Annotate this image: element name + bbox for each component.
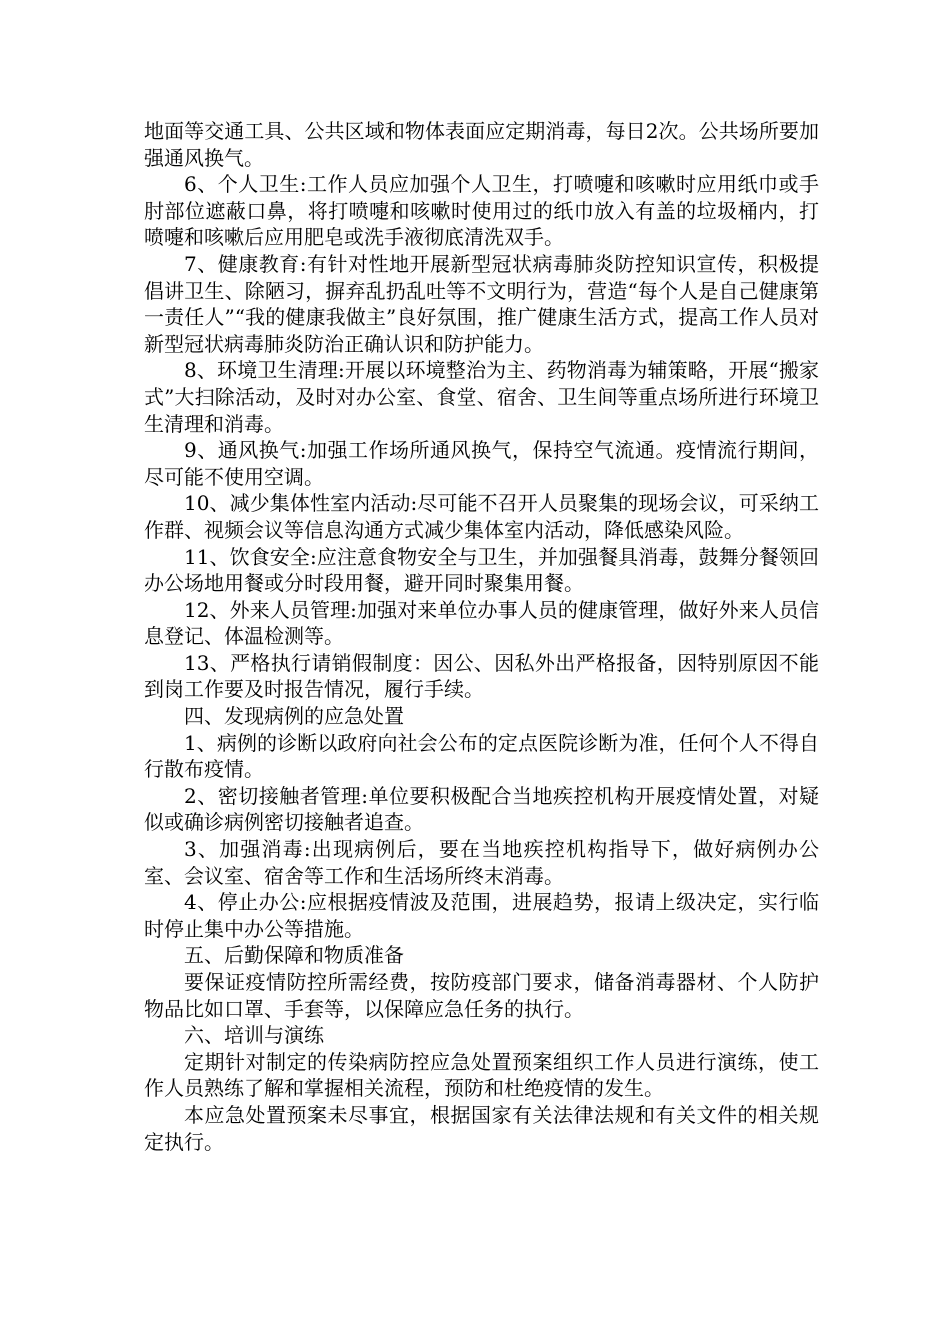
- section-heading-training: 六、培训与演练: [184, 1023, 324, 1048]
- paragraph-health-education: 7、健康教育:有针对性地开展新型冠状病毒肺炎防控知识宣传，积极提倡讲卫生、除陋习，摒弃乱扔乱吐等不文明行为，营造“每个人是自己健康第一责任人”“我的健康我做主”良好氛围，推广健康生活方式，提高工作人员对新型冠状病毒肺炎防治正确认识和防护能力。: [144, 251, 819, 356]
- paragraph-personal-hygiene: 6、个人卫生:工作人员应加强个人卫生，打喷嚏和咳嗽时应用纸巾或手肘部位遮蔽口鼻，将打喷嚏和咳嗽时使用过的纸巾放入有盖的垃圾桶内，打喷嚏和咳嗽后应用肥皂或洗手液彻底清洗双手。: [144, 172, 819, 250]
- paragraph-case-diagnosis: 1、病例的诊断以政府向社会公布的定点医院诊断为准，任何个人不得自行散布疫情。: [144, 730, 819, 782]
- section-heading-case-response: 四、发现病例的应急处置: [184, 704, 404, 729]
- paragraph-environment-cleanup: 8、环境卫生清理:开展以环境整治为主、药物消毒为辅策略，开展“搬家式”大扫除活动，及时对办公室、食堂、宿舍、卫生间等重点场所进行环境卫生清理和消毒。: [144, 358, 819, 436]
- paragraph-drills: 定期针对制定的传染病防控应急处置预案组织工作人员进行演练，使工作人员熟练了解和掌握相关流程，预防和杜绝疫情的发生。: [144, 1049, 819, 1101]
- paragraph-visitor-management: 12、外来人员管理:加强对来单位办事人员的健康管理，做好外来人员信息登记、体温检测等。: [144, 597, 819, 649]
- paragraph-closing-note: 本应急处置预案未尽事宜，根据国家有关法律法规和有关文件的相关规定执行。: [144, 1102, 819, 1154]
- paragraph-ventilation: 9、通风换气:加强工作场所通风换气，保持空气流通。疫情流行期间，尽可能不使用空调。: [144, 438, 819, 489]
- paragraph-enhanced-disinfection: 3、加强消毒:出现病例后，要在当地疾控机构指导下，做好病例办公室、会议室、宿舍等工作和生活场所终末消毒。: [144, 837, 819, 888]
- paragraph-close-contacts: 2、密切接触者管理:单位要积极配合当地疾控机构开展疫情处置，对疑似或确诊病例密切接触者追查。: [144, 783, 819, 835]
- document-page: [144, 118, 819, 1155]
- paragraph-stop-office-work: 4、停止办公:应根据疫情波及范围，进展趋势，报请上级决定，实行临时停止集中办公等措施。: [144, 890, 819, 941]
- section-heading-logistics: 五、后勤保障和物质准备: [184, 943, 404, 968]
- paragraph-leave-system: 13、严格执行请销假制度：因公、因私外出严格报备，因特别原因不能到岗工作要及时报告情况，履行手续。: [144, 650, 819, 702]
- paragraph-logistics-funding: 要保证疫情防控所需经费，按防疫部门要求，储备消毒器材、个人防护物品比如口罩、手套等，以保障应急任务的执行。: [144, 970, 819, 1021]
- paragraph-public-transport-disinfection: 地面等交通工具、公共区域和物体表面应定期消毒，每日2次。公共场所要加强通风换气。: [144, 119, 819, 170]
- paragraph-food-safety: 11、饮食安全:应注意食物安全与卫生，并加强餐具消毒，鼓舞分餐领回办公场地用餐或分时段用餐，避开同时聚集用餐。: [144, 544, 819, 596]
- paragraph-reduce-indoor-activities: 10、减少集体性室内活动:尽可能不召开人员聚集的现场会议，可采纳工作群、视频会议等信息沟通方式减少集体室内活动，降低感染风险。: [144, 491, 819, 542]
